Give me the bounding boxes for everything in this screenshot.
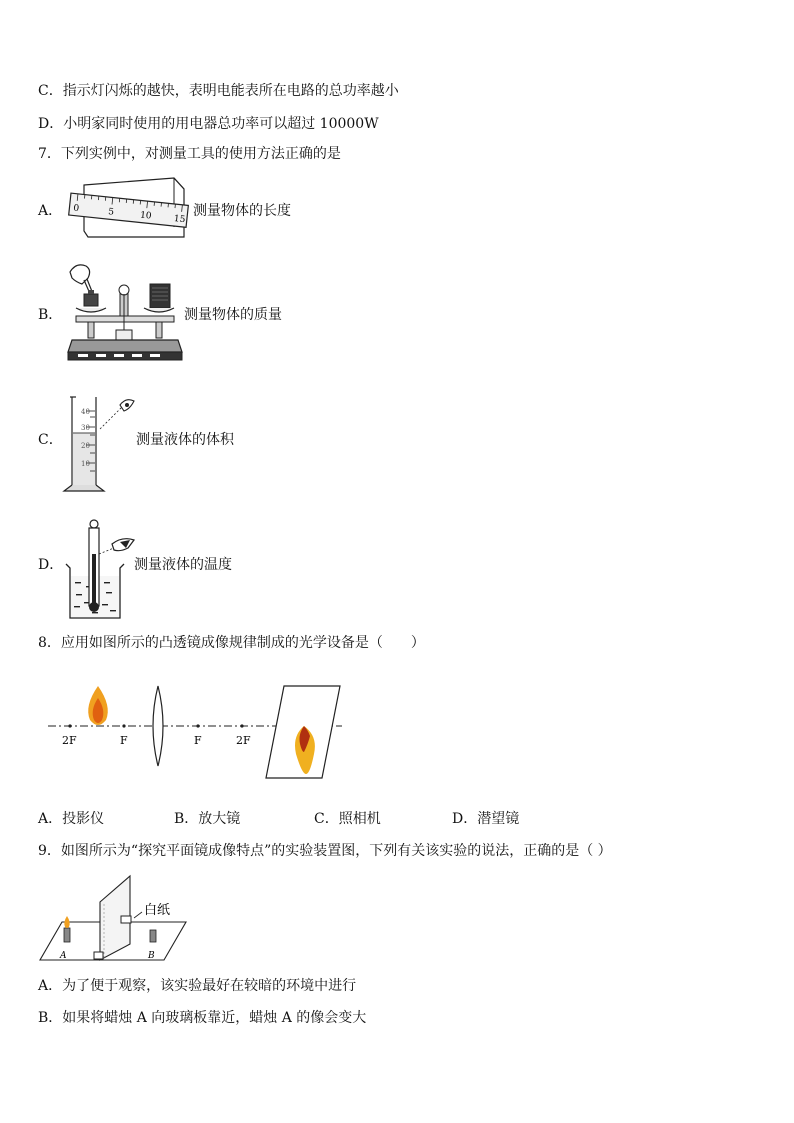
q7-stem: 7．下列实例中，对测量工具的使用方法正确的是 xyxy=(38,146,341,162)
q8-option-c: C．照相机 xyxy=(314,811,381,827)
cylinder-tick-20: 20 xyxy=(81,442,90,450)
plane-mirror-setup-figure xyxy=(38,872,190,964)
q9-option-b: B．如果将蜡烛 A 向玻璃板靠近，蜡烛 A 的像会变大 xyxy=(38,1010,367,1026)
white-paper-label: 白纸 xyxy=(144,903,171,918)
q7-option-d-letter: D． xyxy=(38,557,64,573)
candle-a-label: A xyxy=(60,951,67,961)
candle-b xyxy=(150,930,156,942)
cylinder-figure xyxy=(62,393,140,495)
beaker-thermometer-figure xyxy=(62,514,138,622)
q7-option-b-caption: 测量物体的质量 xyxy=(184,307,282,323)
ruler-tick-5: 5 xyxy=(107,207,115,218)
q7-option-a-caption: 测量物体的长度 xyxy=(193,203,291,219)
ruler-tick-0: 0 xyxy=(72,203,80,215)
q8-option-d: D．潜望镜 xyxy=(452,811,520,827)
cylinder-tick-30: 30 xyxy=(81,424,90,432)
convex-lens-figure xyxy=(46,682,346,782)
axis-label-2f-right: 2F xyxy=(236,734,251,747)
q8-stem: 8．应用如图所示的凸透镜成像规律制成的光学设备是（ ） xyxy=(38,635,425,651)
axis-label-2f-left: 2F xyxy=(62,734,77,747)
balance-figure xyxy=(66,260,184,364)
cylinder-tick-10: 10 xyxy=(81,460,90,468)
q6-option-d: D．小明家同时使用的用电器总功率可以超过 10000W xyxy=(38,116,379,132)
q8-option-b: B．放大镜 xyxy=(174,811,241,827)
q8-option-a: A．投影仪 xyxy=(38,811,105,827)
q9-stem: 9．如图所示为“探究平面镜成像特点”的实验装置图，下列有关该实验的说法，正确的是（ ） xyxy=(38,843,612,859)
convex-lens-icon xyxy=(153,686,163,766)
ruler-figure xyxy=(66,175,192,243)
candle-a xyxy=(64,928,70,942)
ruler-tick-15: 15 xyxy=(173,214,186,226)
axis-label-f-left: F xyxy=(120,734,128,747)
q7-option-b-letter: B． xyxy=(38,307,63,323)
q9-option-a: A．为了便于观察，该实验最好在较暗的环境中进行 xyxy=(38,978,357,994)
ruler-tick-10: 10 xyxy=(139,210,152,222)
q7-option-c-caption: 测量液体的体积 xyxy=(136,432,234,448)
q7-option-d-caption: 测量液体的温度 xyxy=(134,557,232,573)
cylinder-tick-40: 40 xyxy=(81,408,90,416)
axis-label-f-right: F xyxy=(194,734,202,747)
q7-option-a-letter: A． xyxy=(38,203,63,219)
q6-option-c: C．指示灯闪烁的越快，表明电能表所在电路的总功率越小 xyxy=(38,83,399,99)
q7-option-c-letter: C． xyxy=(38,432,63,448)
candle-b-label: B xyxy=(148,951,155,961)
candle-flame-icon xyxy=(64,916,69,928)
